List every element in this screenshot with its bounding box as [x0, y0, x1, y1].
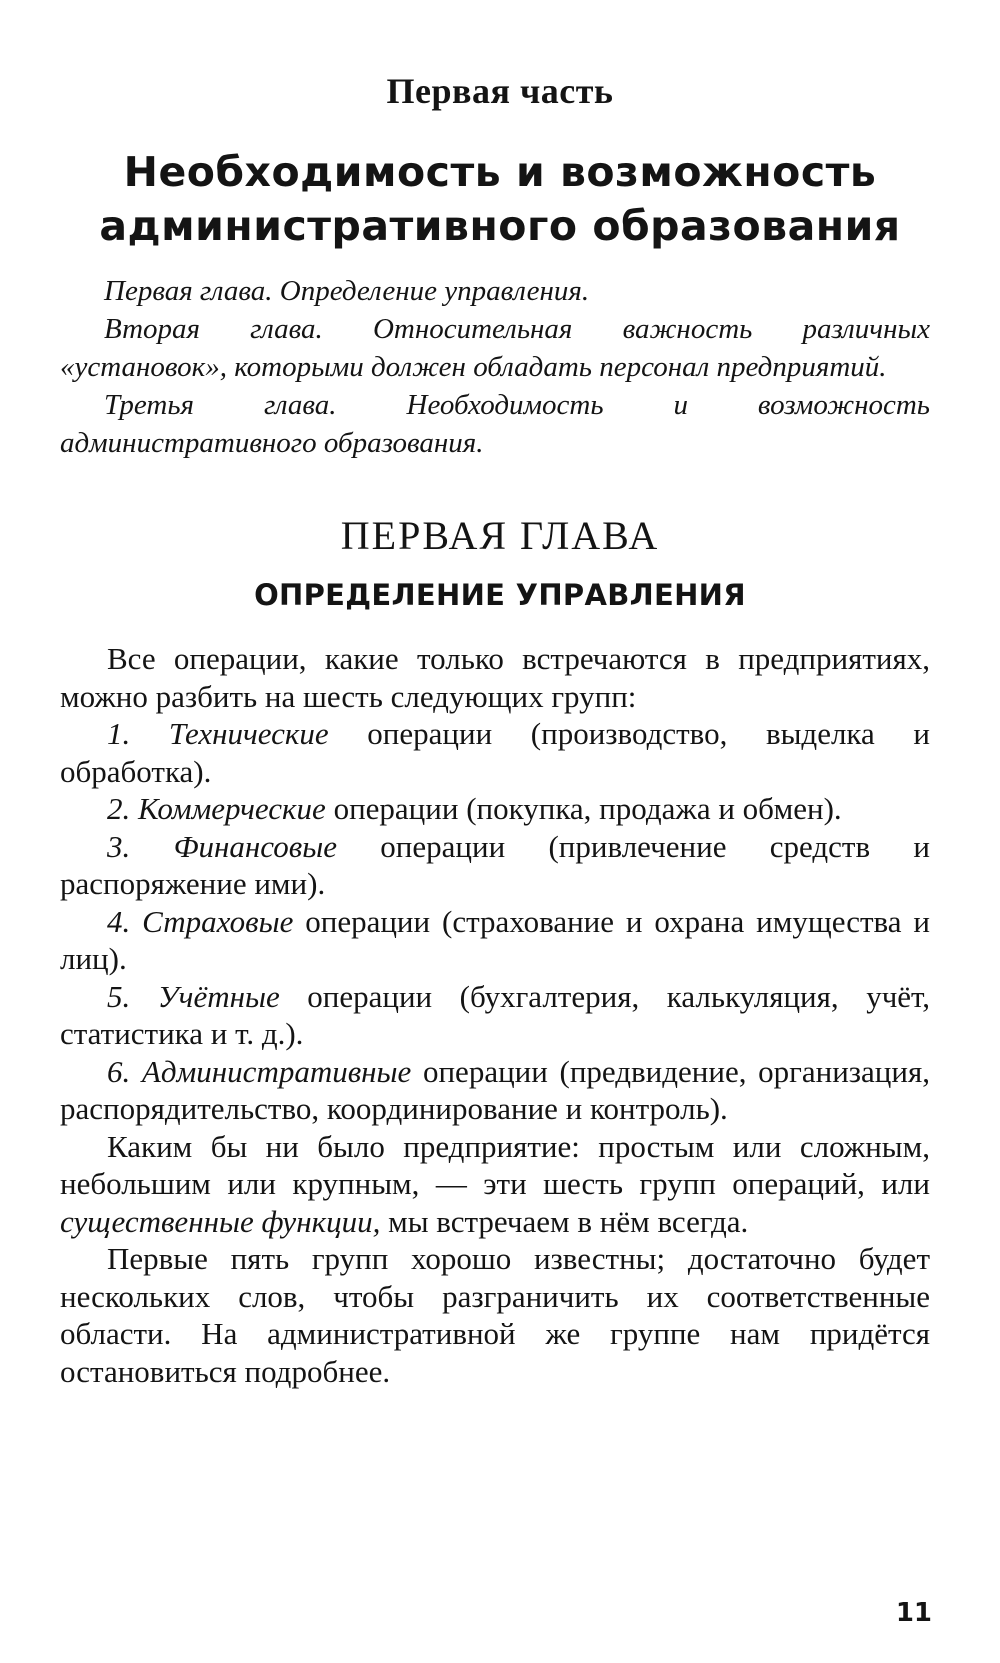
paragraph-first-five: Первые пять групп хорошо известны; достаточно будет нескольких слов, чтобы разграничить их соответственные области. На административной же группе нам придётся остановиться подробнее. — [60, 1241, 930, 1389]
paragraph-intro: Все операции, какие только встречаются в предприятиях, можно разбить на шесть следующих групп: — [60, 641, 930, 714]
chapter-contents-list — [60, 272, 930, 462]
paragraph-text: Каким бы ни было предприятие: простым или сложным, небольшим или крупным, — эти шесть групп операций, или — [60, 1128, 930, 1201]
part-title-line1: Необходимость и возможность — [123, 148, 877, 196]
item-term: Финансовые — [173, 828, 337, 864]
list-item — [60, 828, 930, 903]
item-number: 1. — [107, 716, 131, 751]
item-text: операции (покупка, продажа и обмен). — [325, 791, 842, 826]
toc-entry: Вторая глава. Относительная важность различных «установок», которыми должен обладать персонал предприятий. — [60, 313, 930, 383]
item-term: Технические — [168, 716, 329, 751]
item-term: Коммерческие — [138, 791, 326, 826]
list-item — [60, 978, 930, 1053]
item-term: Административные — [141, 1053, 412, 1089]
emphasis-text: существенные функции, — [60, 1203, 381, 1239]
item-text: операции (производство, выделка и обработка). — [60, 716, 931, 789]
chapter-body — [60, 640, 930, 1390]
item-number: 5. — [107, 978, 131, 1014]
item-number: 2. — [107, 791, 131, 826]
chapter-number: ПЕРВАЯ ГЛАВА — [340, 513, 660, 558]
toc-entry: Третья глава. Необходимость и возможность административного образования. — [60, 389, 930, 459]
paragraph-text: мы встречаем в нём всегда. — [380, 1203, 749, 1239]
chapter-title: ОПРЕДЕЛЕНИЕ УПРАВЛЕНИЯ — [254, 578, 746, 612]
list-item — [60, 903, 930, 978]
paragraph-essential-functions — [60, 1128, 930, 1241]
part-title — [60, 145, 940, 253]
item-text: операции (привлечение средств и распоряжение ими). — [60, 828, 931, 901]
list-item — [60, 715, 930, 790]
item-text: операции (бухгалтерия, калькуляция, учёт, статистика и т. д.). — [60, 978, 931, 1051]
item-term: Страховые — [142, 903, 294, 939]
list-item — [60, 1053, 930, 1128]
item-term: Учётные — [157, 978, 280, 1014]
item-text: операции (предвидение, организация, распорядительство, координирование и контроль). — [60, 1053, 930, 1126]
part-label: Первая часть — [386, 71, 614, 111]
page-number: 11 — [895, 1598, 932, 1628]
part-title-line2: административного образования — [99, 202, 901, 250]
item-number: 6. — [107, 1053, 131, 1089]
item-number: 4. — [107, 903, 131, 939]
toc-entry: Первая глава. Определение управления. — [104, 275, 590, 307]
item-text: операции (страхование и охрана имущества и лиц). — [60, 903, 930, 976]
item-number: 3. — [107, 828, 131, 864]
list-item — [60, 790, 930, 828]
